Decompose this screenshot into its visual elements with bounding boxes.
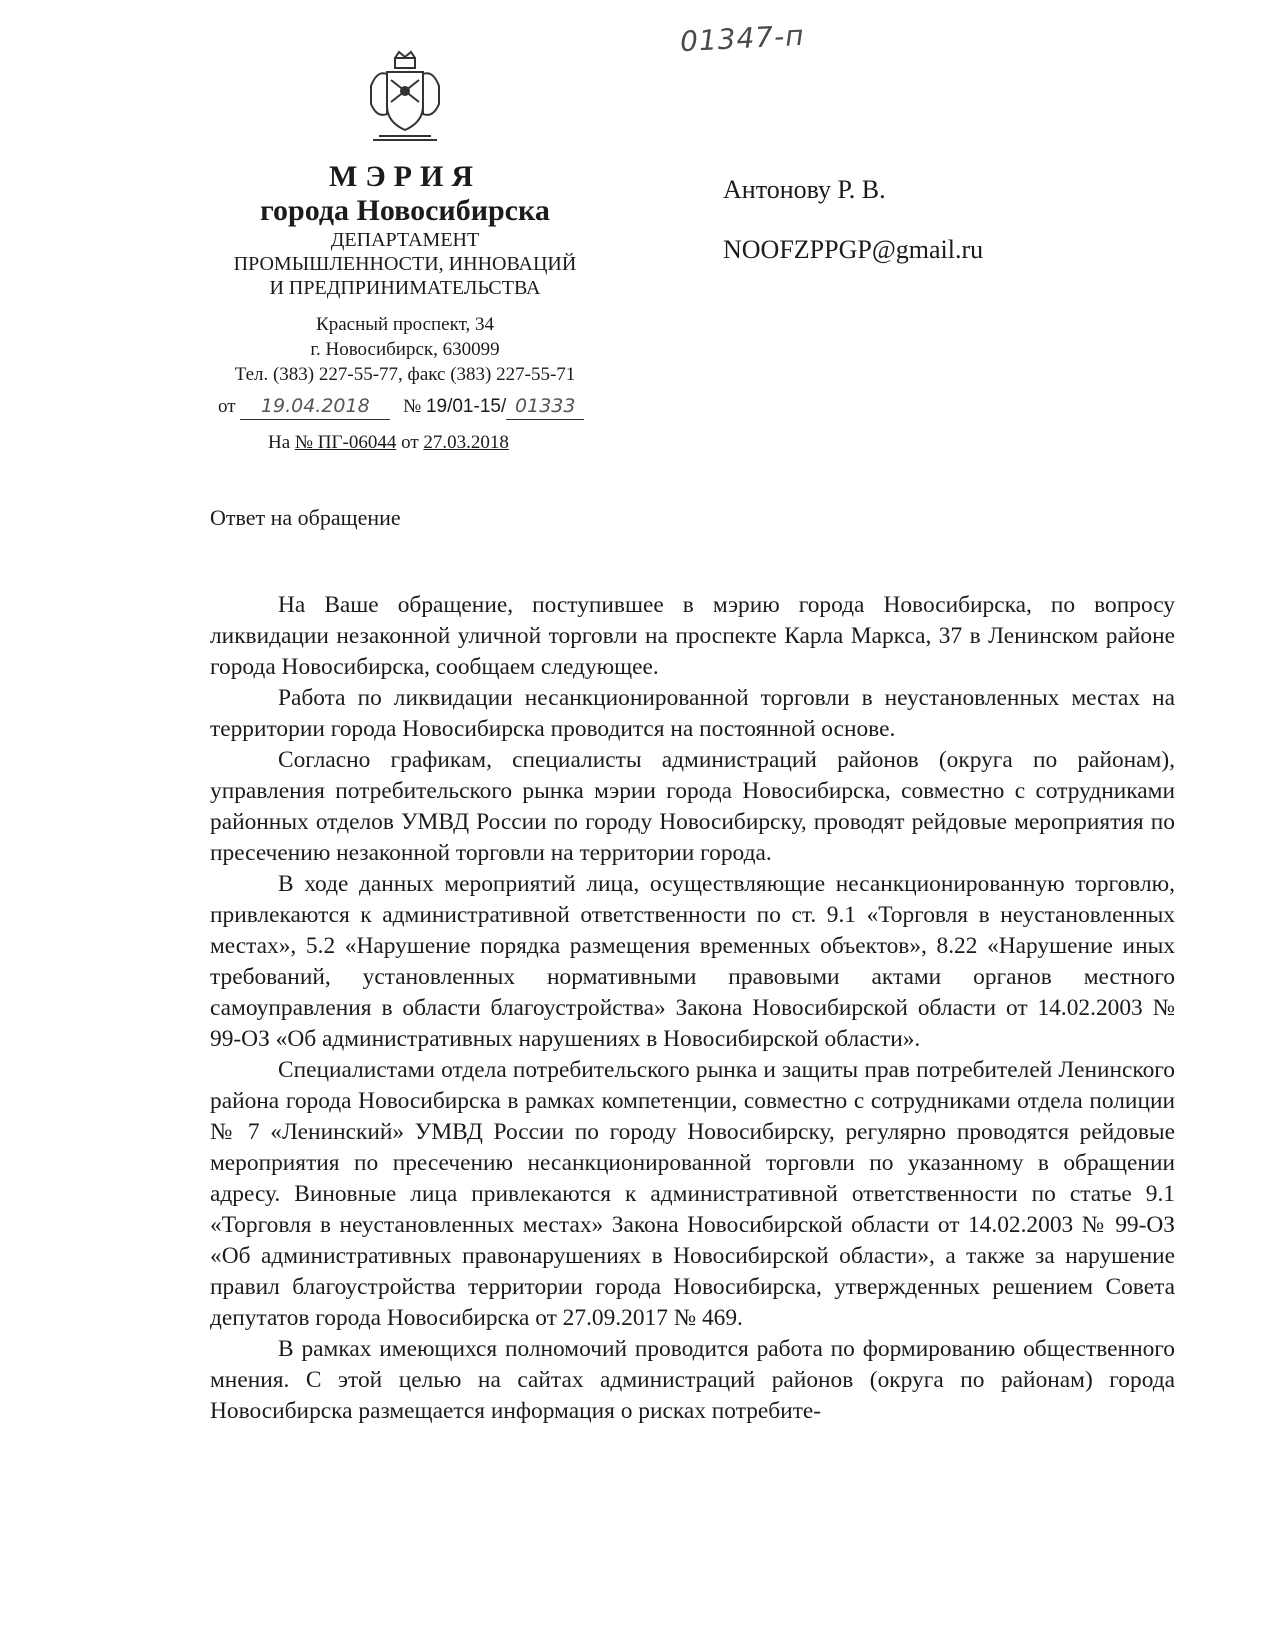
address-line: г. Новосибирск, 630099 [310,339,500,360]
number-prefix: 19/01-15/ [425,396,507,417]
address-block [200,312,610,387]
reply-date: 27.03.2018 [423,432,509,453]
reply-number: № ПГ-06044 [294,432,397,453]
department-line: ПРОМЫШЛЕННОСТИ, ИННОВАЦИЙ [233,253,577,275]
number-label: № [403,396,422,417]
body-paragraph: Работа по ликвидации несанкционированной торговли в неустановленных местах на территории города Новосибирска проводится на постоянной основе. [210,685,1175,742]
registration-line [218,393,584,420]
body-paragraph: Согласно графикам, специалисты администраций районов (округа по районам), управления потребительского рынка мэрии города Новосибирска, совместно с сотрудниками районных отделов УМВД России по городу Новосибирску, проводят рейдовые мероприятия по пресечению незаконной торговли на территории города. [210,747,1175,866]
body-paragraph: В рамках имеющихся полномочий проводится работа по формированию общественного мнения. С этой целью на сайтах администраций районов (округа по районам) города Новосибирска размещается информация о рисках потребите- [210,1336,1175,1424]
from-label: от [218,396,236,417]
letter-subject: Ответ на обращение [210,505,401,530]
recipient-name: Антонову Р. В. [723,175,886,204]
letter-body [210,590,1175,1427]
body-paragraph: На Ваше обращение, поступившее в мэрию города Новосибирска, по вопросу ликвидации незаконной уличной торговли на проспекте Карла Маркса, 37 в Ленинском районе города Новосибирска, сообщаем следующее. [210,592,1175,680]
handwritten-number: 01333 [506,393,584,420]
handwritten-date: 19.04.2018 [240,393,390,420]
address-line: Красный проспект, 34 [316,314,494,335]
address-line: Тел. (383) 227-55-77, факс (383) 227-55-71 [234,364,576,385]
organization-city: города Новосибирска [260,194,550,227]
body-paragraph: В ходе данных мероприятий лица, осуществляющие несанкционированную торговлю, привлекаются к административной ответственности по ст. 9.1 «Торговля в неустановленных местах», 5.2 «Нарушение порядка размещения временных объектов», 8.22 «Нарушение иных требований, установленных нормативными правовыми актами органов местного самоуправления в области благоустройства» Закона Новосибирской области от 14.02.2003 № 99-ОЗ «Об административных нарушениях в Новосибирской области». [210,871,1175,1052]
recipient-block [723,160,983,280]
department-line: И ПРЕДПРИНИМАТЕЛЬСТВА [269,277,541,299]
reply-label: На [268,432,291,453]
reply-reference-line [268,430,509,456]
department-line: ДЕПАРТАМЕНТ [330,229,480,251]
body-paragraph: Специалистами отдела потребительского рынка и защиты прав потребителей Ленинского района города Новосибирска в рамках компетенции, совместно с сотрудниками отдела полиции № 7 «Ленинский» УМВД России по городу Новосибирску, регулярно проводятся рейдовые мероприятия по пресечению несанкционированной торговли по указанному в обращении адресу. Виновные лица привлекаются к административной ответственности по статье 9.1 «Торговля в неустановленных местах» Закона Новосибирской области от 14.02.2003 № 99-ОЗ «Об административных правонарушениях в Новосибирской области», а также за нарушение правил благоустройства территории города Новосибирска, утвержденных решением Совета депутатов города Новосибирска от 27.09.2017 № 469. [210,1057,1175,1331]
reply-from-label: от [401,432,419,453]
recipient-email: NOOFZPPGP@gmail.ru [723,235,984,264]
organization-name: МЭРИЯ [329,160,481,193]
coat-of-arms-icon [357,50,453,146]
letterhead [200,50,610,387]
handwritten-registration-number: 01347-п [679,18,806,59]
